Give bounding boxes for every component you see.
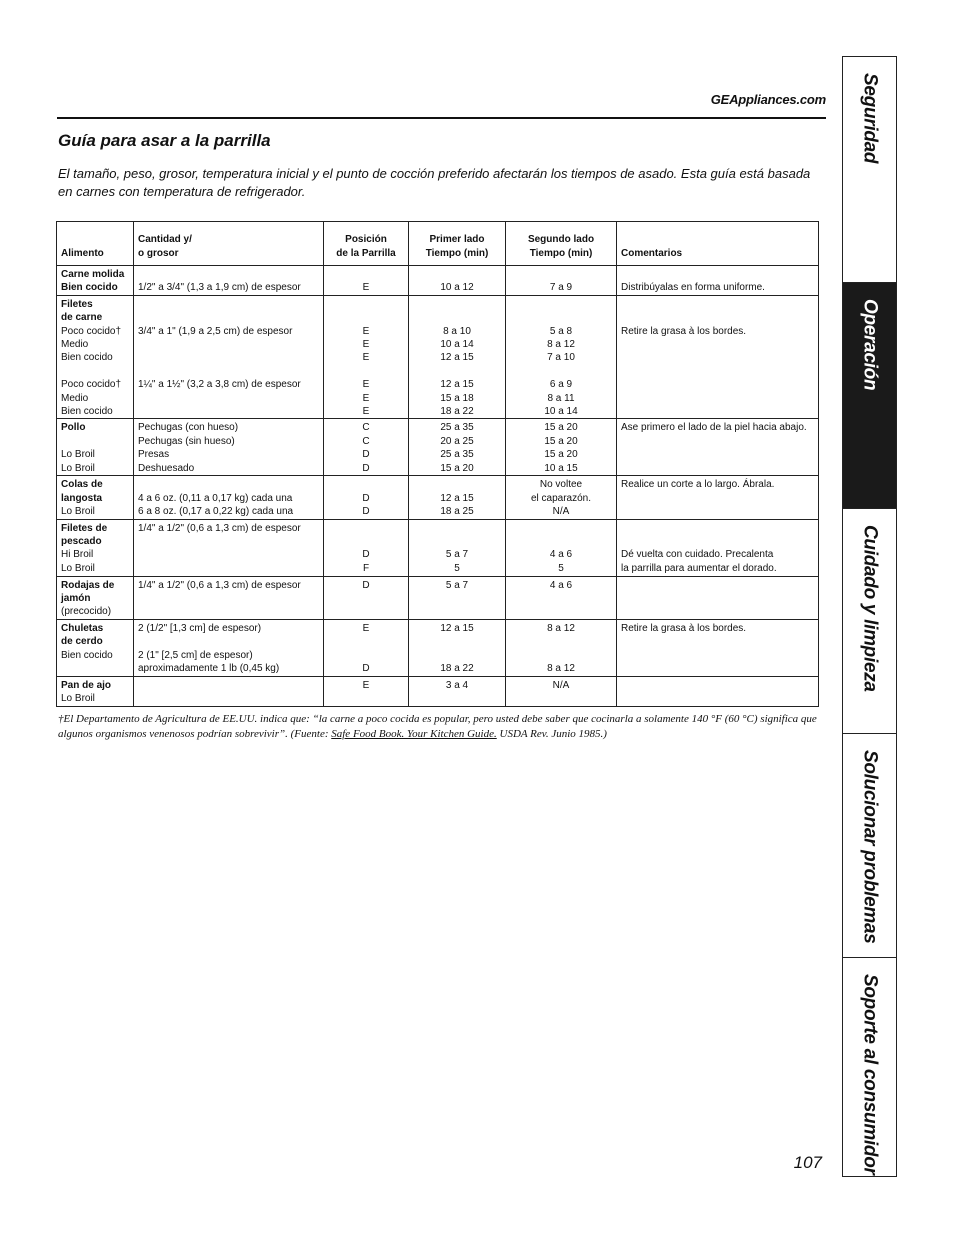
cell-first: 12 a 15 18 a 22 — [409, 619, 506, 676]
section-title: Guía para asar a la parrilla — [58, 131, 271, 150]
cell-qty — [134, 676, 324, 706]
header-comments: Comentarios — [617, 222, 819, 266]
cell-comments — [617, 676, 819, 706]
table-row — [57, 476, 819, 519]
cell-comments: Distribúyalas en forma uniforme. — [617, 266, 819, 296]
cell-food: Filetes de carne Poco cocido† Medio Bien cocido Poco cocido† Medio Bien cocido — [57, 295, 134, 419]
cell-second: 5 a 8 8 a 12 7 a 10 6 a 9 8 a 11 10 a 14 — [506, 295, 617, 419]
tab-operacion[interactable]: Operación — [843, 282, 896, 508]
cell-first: 10 a 12 — [409, 266, 506, 296]
cell-first: 8 a 10 10 a 14 12 a 15 12 a 15 15 a 18 18 a 22 — [409, 295, 506, 419]
cell-comments: Ase primero el lado de la piel hacia abajo. — [617, 419, 819, 476]
table-header-row — [57, 222, 819, 266]
cell-food: Colas de langosta Lo Broil — [57, 476, 134, 519]
table-row — [57, 619, 819, 676]
table-row — [57, 676, 819, 706]
cell-first: 3 a 4 — [409, 676, 506, 706]
cell-pos: E — [324, 266, 409, 296]
cell-first: 5 a 7 5 — [409, 519, 506, 576]
table-row — [57, 519, 819, 576]
tab-seguridad[interactable]: Seguridad — [859, 73, 881, 164]
page-number: 107 — [793, 1153, 822, 1172]
cell-food: Rodajas de jamón (precocido) — [57, 576, 134, 619]
header-food: Alimento — [57, 222, 134, 266]
cell-pos: D D — [324, 476, 409, 519]
header-second-side: Segundo lado Tiempo (min) — [506, 222, 617, 266]
cell-comments: Retire la grasa à los bordes. — [617, 295, 819, 419]
cell-pos: D F — [324, 519, 409, 576]
cell-pos: E E E E E E — [324, 295, 409, 419]
table-row — [57, 266, 819, 296]
cell-comments: Dé vuelta con cuidado. Precalenta la parrilla para aumentar el dorado. — [617, 519, 819, 576]
site-url[interactable]: GEAppliances.com — [710, 92, 826, 107]
cell-pos: E — [324, 676, 409, 706]
cell-second: 4 a 6 5 — [506, 519, 617, 576]
cell-pos: C C D D — [324, 419, 409, 476]
cell-first: 5 a 7 — [409, 576, 506, 619]
cell-second: N/A — [506, 676, 617, 706]
cell-qty: 1/4" a 1/2" (0,6 a 1,3 cm) de espesor — [134, 519, 324, 576]
header-rack-position: Posición de la Parrilla — [324, 222, 409, 266]
cell-comments: Realice un corte a lo largo. Ábrala. — [617, 476, 819, 519]
header-rule — [57, 117, 826, 119]
cell-qty: 1/2" a 3/4" (1,3 a 1,9 cm) de espesor — [134, 266, 324, 296]
cell-food: Pollo Lo Broil Lo Broil — [57, 419, 134, 476]
cell-first: 25 a 35 20 a 25 25 a 35 15 a 20 — [409, 419, 506, 476]
table-row — [57, 295, 819, 419]
intro-paragraph: El tamaño, peso, grosor, temperatura inicial y el punto de cocción preferido afectarán los tiempos de asado. Esta guía está basada en carnes con temperatura de refrigerador. — [58, 166, 811, 199]
cell-food: Chuletas de cerdo Bien cocido — [57, 619, 134, 676]
cell-first: 12 a 15 18 a 25 — [409, 476, 506, 519]
usda-footnote: †El Departamento de Agricultura de EE.UU. indica que: “la carne a poco cocida es popular, pero usted debe saber que cocinarla a solamente 140 °F (60 °C) significa que algunos organismos venenosos podrían sobrevivir”. (Fuente: Safe Food Book. Your Kitchen Guide. USDA Rev. Junio 1985.) — [58, 713, 817, 740]
cell-food: Carne molida Bien cocido — [57, 266, 134, 296]
table-row — [57, 419, 819, 476]
tab-soporte-al-consumidor[interactable]: Soporte al consumidor — [843, 957, 896, 1176]
table-row — [57, 576, 819, 619]
cell-qty: Pechugas (con hueso) Pechugas (sin hueso) Presas Deshuesado — [134, 419, 324, 476]
cell-pos: E D — [324, 619, 409, 676]
cell-food: Pan de ajo Lo Broil — [57, 676, 134, 706]
cell-comments — [617, 576, 819, 619]
cell-qty: 4 a 6 oz. (0,11 a 0,17 kg) cada una 6 a 8 oz. (0,17 a 0,22 kg) cada una — [134, 476, 324, 519]
cell-comments: Retire la grasa à los bordes. — [617, 619, 819, 676]
cell-second: 4 a 6 — [506, 576, 617, 619]
cell-second: 15 a 20 15 a 20 15 a 20 10 a 15 — [506, 419, 617, 476]
broiling-guide-table — [56, 221, 819, 707]
cell-food: Filetes de pescado Hi Broil Lo Broil — [57, 519, 134, 576]
cell-qty: 1/4" a 1/2" (0,6 a 1,3 cm) de espesor — [134, 576, 324, 619]
header-quantity: Cantidad y/ o grosor — [134, 222, 324, 266]
section-sidebar — [842, 56, 897, 1177]
cell-qty: 3/4" a 1" (1,9 a 2,5 cm) de espesor 1¼" a 1½" (3,2 a 3,8 cm) de espesor — [134, 295, 324, 419]
cell-second: 7 a 9 — [506, 266, 617, 296]
cell-pos: D — [324, 576, 409, 619]
cell-qty: 2 (1/2" [1,3 cm] de espesor) 2 (1" [2,5 cm] de espesor) aproximadamente 1 lb (0,45 kg) — [134, 619, 324, 676]
tab-cuidado-y-limpieza[interactable]: Cuidado y limpieza — [843, 508, 896, 733]
source-title: Safe Food Book. Your Kitchen Guide. — [331, 728, 497, 740]
cell-second: 8 a 12 8 a 12 — [506, 619, 617, 676]
tab-solucionar-problemas[interactable]: Solucionar problemas — [843, 733, 896, 957]
cell-second: No voltee el caparazón. N/A — [506, 476, 617, 519]
header-first-side: Primer lado Tiempo (min) — [409, 222, 506, 266]
